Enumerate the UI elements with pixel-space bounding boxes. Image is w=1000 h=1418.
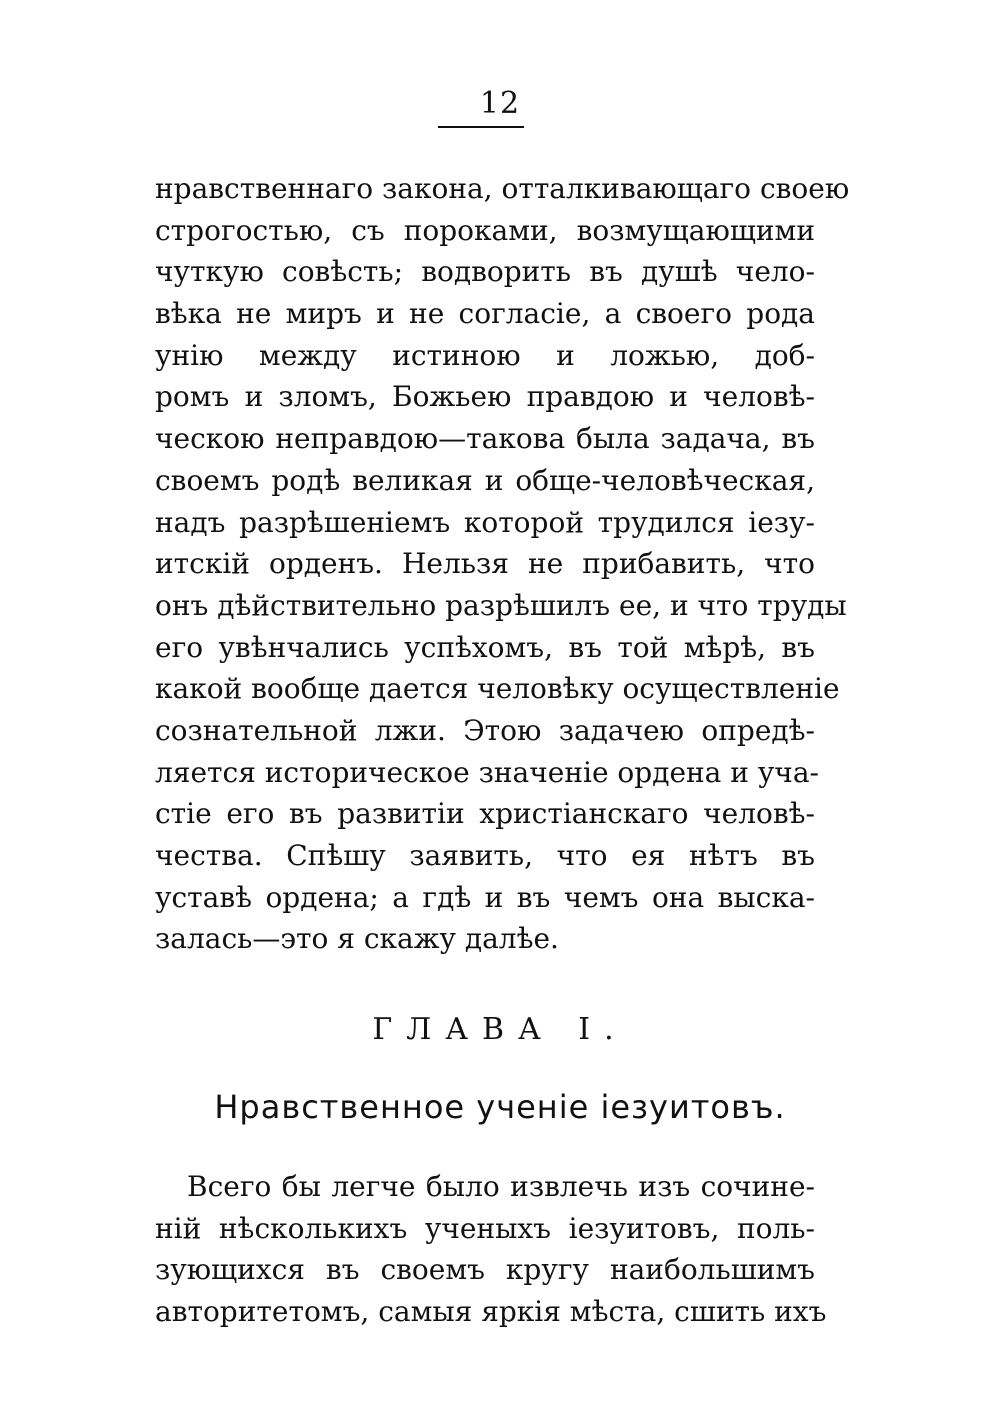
chapter-subtitle: Нравственное ученіе іезуитовъ. xyxy=(214,1088,786,1126)
text-line: сознательной лжи. Этою задачею опредѣ- xyxy=(155,713,815,747)
text-line: строгостью, съ пороками, возмущающими xyxy=(155,213,815,247)
text-line: Всего бы легче было извлечь изъ сочине- xyxy=(187,1170,815,1203)
page-number: 12 xyxy=(479,86,521,121)
text-line: вѣка не миръ и не согласіе, а своего рода xyxy=(155,297,815,331)
text-line: ній нѣсколькихъ ученыхъ іезуитовъ, поль- xyxy=(155,1211,815,1245)
paragraph-continuation xyxy=(155,168,850,960)
chapter-heading: ГЛАВА I. xyxy=(372,1012,628,1047)
text-line: зующихся въ своемъ кругу наибольшимъ xyxy=(155,1253,815,1287)
text-line: онъ дѣйствительно разрѣшилъ ее, и что труды xyxy=(155,588,847,622)
text-line: итскій орденъ. Нельзя не прибавить, что xyxy=(155,547,815,581)
text-line: унію между истиною и ложью, доб- xyxy=(155,338,815,372)
text-line: своемъ родѣ великая и обще-человѣческая, xyxy=(155,463,815,497)
text-line: чества. Спѣшу заявить, что ея нѣтъ въ xyxy=(155,839,815,872)
text-line: какой вообще дается человѣку осуществленіе xyxy=(155,672,840,706)
text-line: ческою неправдою—такова была задача, въ xyxy=(155,422,815,456)
text-line: залась—это я скажу далѣе. xyxy=(155,922,559,956)
paragraph-opening xyxy=(155,1166,827,1333)
text-line: надъ разрѣшеніемъ которой трудился іезу- xyxy=(155,505,815,539)
text-line: чуткую совѣсть; водворить въ душѣ чело- xyxy=(155,255,815,289)
text-line: ромъ и зломъ, Божьею правдою и человѣ- xyxy=(155,380,815,414)
text-line: ляется историческое значеніе ордена и уча- xyxy=(155,755,819,789)
page-number-rule xyxy=(438,126,524,128)
text-line: нравственнаго закона, отталкивающаго своею xyxy=(155,172,850,205)
text-line: его увѣнчались успѣхомъ, въ той мѣрѣ, въ xyxy=(155,630,815,664)
text-line: уставѣ ордена; а гдѣ и въ чемъ она выска- xyxy=(155,880,815,914)
text-line: стіе его въ развитіи христіанскаго человѣ- xyxy=(155,797,815,831)
text-line: авторитетомъ, самыя яркія мѣста, сшить ихъ xyxy=(155,1295,827,1329)
